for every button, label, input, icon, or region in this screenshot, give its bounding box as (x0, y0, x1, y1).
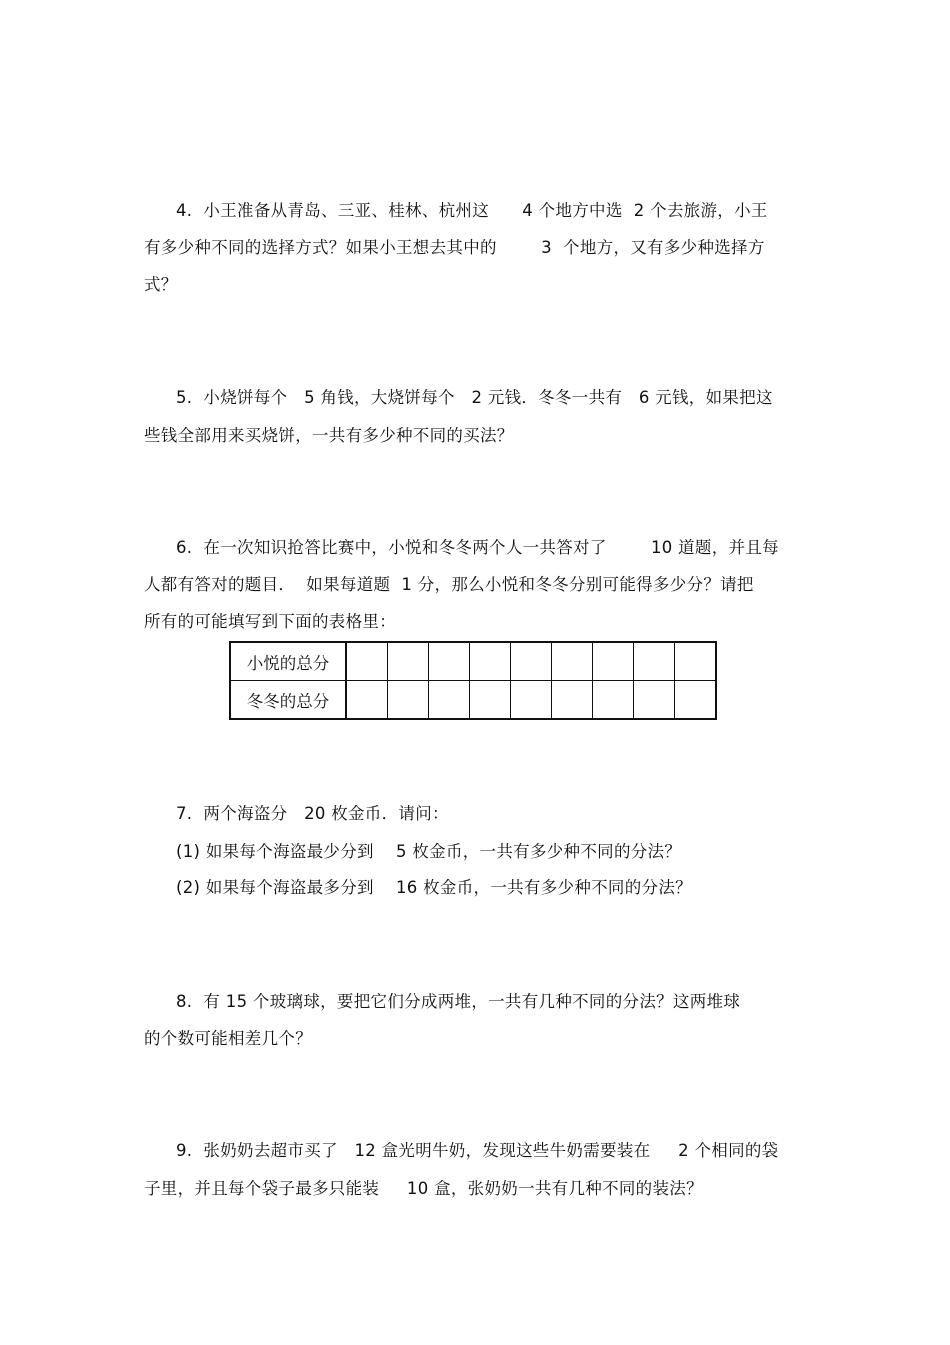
q8-line-2: 的个数可能相差几个？ (144, 1029, 312, 1048)
blank-cell[interactable] (675, 681, 717, 720)
q7-line-1: 7. 两个海盗分 20 枚金币．请问： (176, 804, 449, 823)
blank-cell[interactable] (634, 681, 675, 720)
blank-cell[interactable] (593, 642, 634, 681)
blank-cell[interactable] (388, 642, 429, 681)
q4-line-2: 有多少种不同的选择方式？如果小王想去其中的 3 个地方，又有多少种选择方 (144, 238, 765, 257)
q9-line-1: 9. 张奶奶去超市买了 12 盒光明牛奶，发现这些牛奶需要装在 2 个相同的袋 (176, 1141, 779, 1160)
q4-line-3: 式？ (144, 275, 178, 294)
blank-cell[interactable] (552, 642, 593, 681)
blank-cell[interactable] (511, 642, 552, 681)
q6-line-2: 人都有答对的题目． 如果每道题 1 分，那么小悦和冬冬分别可能得多少分？请把 (144, 575, 754, 594)
blank-cell[interactable] (429, 642, 470, 681)
blank-cell[interactable] (552, 681, 593, 720)
q7-line-3: (2) 如果每个海盗最多分到 16 枚金币，一共有多少种不同的分法？ (176, 878, 692, 897)
row-label-xiaoyue: 小悦的总分 (230, 642, 346, 681)
blank-cell[interactable] (634, 642, 675, 681)
blank-cell[interactable] (470, 642, 511, 681)
row-label-dongdong: 冬冬的总分 (230, 681, 346, 720)
q7-line-2: (1) 如果每个海盗最少分到 5 枚金币，一共有多少种不同的分法？ (176, 842, 682, 861)
blank-cell[interactable] (470, 681, 511, 720)
blank-cell[interactable] (511, 681, 552, 720)
table-row (230, 642, 716, 681)
blank-cell[interactable] (675, 642, 717, 681)
q6-line-1: 6. 在一次知识抢答比赛中，小悦和冬冬两个人一共答对了 10 道题，并且每 (176, 538, 779, 557)
score-table (229, 641, 717, 720)
blank-cell[interactable] (388, 681, 429, 720)
blank-cell[interactable] (346, 681, 388, 720)
q5-line-2: 些钱全部用来买烧饼，一共有多少种不同的买法？ (144, 426, 514, 445)
q8-line-1: 8. 有 15 个玻璃球，要把它们分成两堆，一共有几种不同的分法？这两堆球 (176, 992, 741, 1011)
blank-cell[interactable] (346, 642, 388, 681)
q4-line-1: 4. 小王准备从青岛、三亚、桂林、杭州这 4 个地方中选 2 个去旅游，小王 (176, 201, 768, 220)
q6-line-3: 所有的可能填写到下面的表格里： (144, 612, 396, 631)
q9-line-2: 子里，并且每个袋子最多只能装 10 盒，张奶奶一共有几种不同的装法？ (144, 1179, 703, 1198)
blank-cell[interactable] (429, 681, 470, 720)
q5-line-1: 5. 小烧饼每个 5 角钱，大烧饼每个 2 元钱．冬冬一共有 6 元钱，如果把这 (176, 388, 773, 407)
blank-cell[interactable] (593, 681, 634, 720)
table-row (230, 681, 716, 720)
